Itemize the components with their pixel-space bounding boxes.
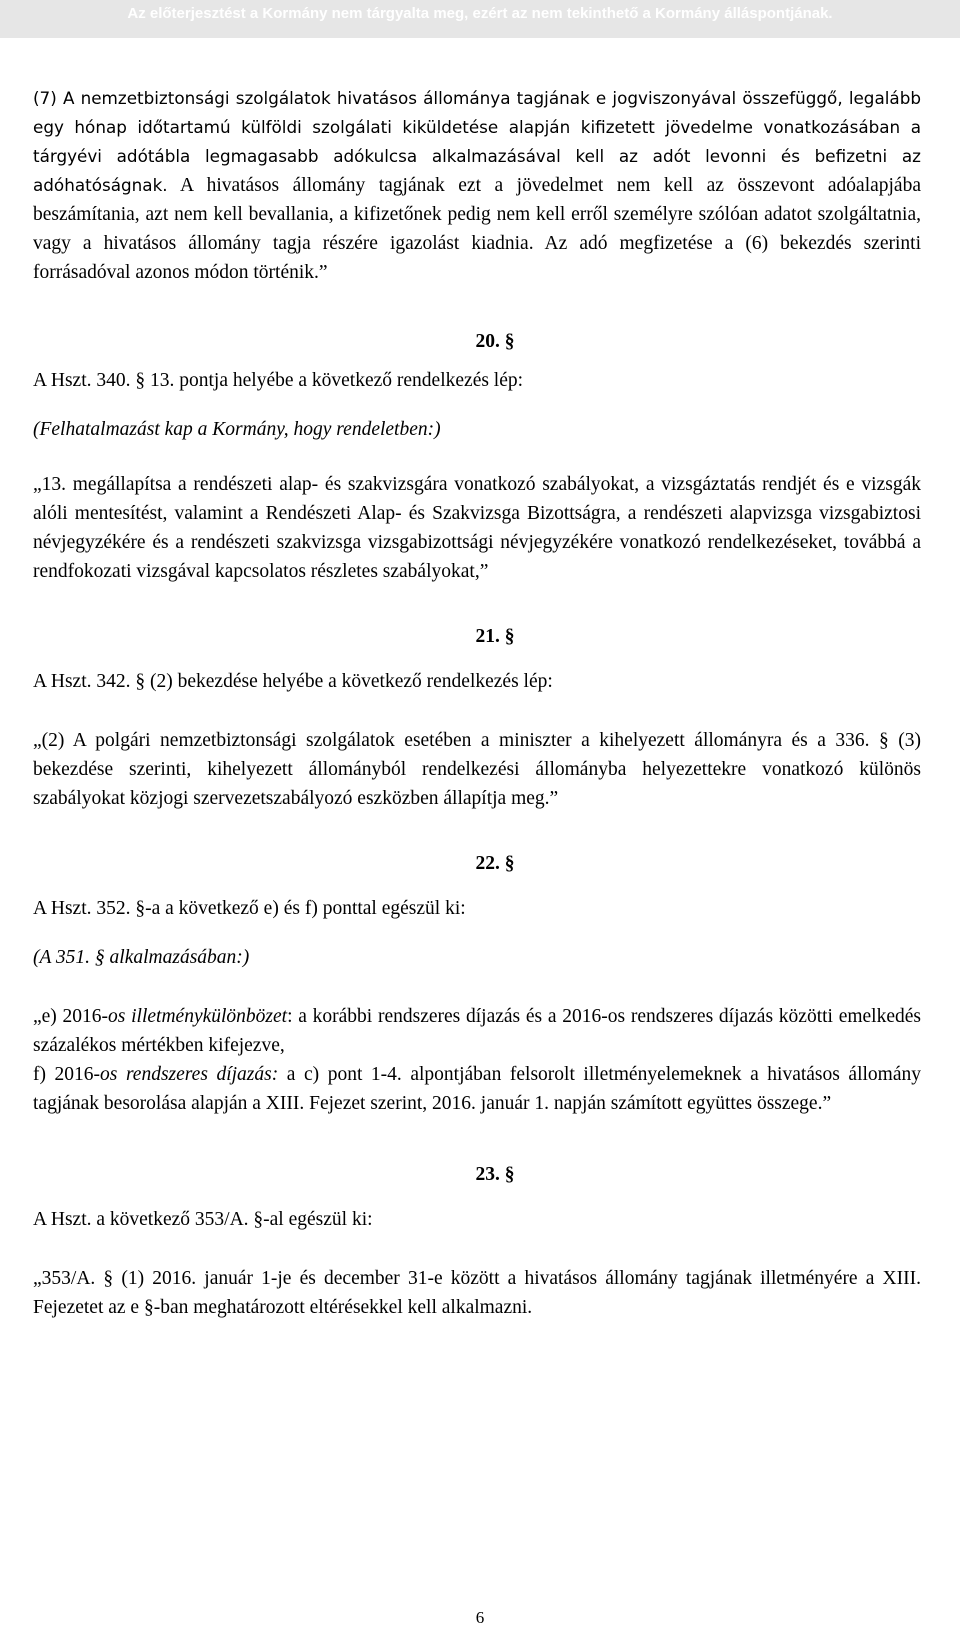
section-22-amendment: A Hszt. 352. §-a a következő e) és f) ponttal egészül ki: — [33, 898, 466, 919]
section-21-text: „(2) A polgári nemzetbiztonsági szolgálatok esetében a miniszter a kihelyezett állományra és a 336. § (3) bekezdése szerinti, kihelyezett állományból rendelkezési állományba helyezettekre vonatkozó különös szabályokat közjogi szervezetszabályozó eszközben állapítja meg.” — [33, 730, 921, 809]
paragraph-7-part1: (7) A nemzetbiztonsági szolgálatok hivatásos állománya tagjának e jogviszonyával összefüggő, legalább egy hónap időtartamú külföldi szolgálati kiküldetése alapján kifizetett jövedelme vonatkozásában a tárgyévi adótábla legmagasabb adókulcsa alkalmazásával kell az adót levonni és befizetni az adóhatóságnak. — [33, 88, 921, 195]
section-20-heading: 20. § — [475, 331, 515, 352]
point-f-prefix: f) 2016- — [33, 1064, 101, 1085]
point-f-rest: a c) pont 1-4. alpontjában felsorolt illetményelemeknek a hivatásos állomány tagjának besorolása alapján a XIII. Fejezet szerint, 2016. január 1. napján számított együttes összege.” — [33, 1064, 921, 1114]
section-22-context — [33, 943, 921, 972]
section-20-text: „13. megállapítsa a rendészeti alap- és szakvizsgára vonatkozó szabályokat, a vizsgáztatás rendjét és e vizsgák alóli mentesítést, valamint a Rendészeti Alap- és Szakvizsga Bizottságra, a rendészeti alapvizsga vizsgabiztosi névjegyzékére és a rendészeti szakvizsga vizsgabizottsági névjegyzékére vonatkozó rendelkezéseket, továbbá a rendfokozati vizsgával kapcsolatos részletes szabályokat,” — [33, 474, 921, 582]
point-e-term: os illetménykülönbözet — [108, 1006, 288, 1027]
section-21-amendment: A Hszt. 342. § (2) bekezdése helyébe a következő rendelkezés lép: — [33, 671, 553, 692]
paragraph-7 — [33, 84, 921, 287]
point-e-rest: : a korábbi rendszeres díjazás és a 2016-os rendszeres díjazás közötti emelkedés százalékos mértékben kifejezve, — [33, 1006, 921, 1056]
section-23-text: „353/A. § (1) 2016. január 1-je és december 31-e között a hivatásos állomány tagjának illetményére a XIII. Fejezetet az e §-ban meghatározott eltérésekkel kell alkalmazni. — [33, 1268, 921, 1318]
point-e-prefix: „e) 2016- — [33, 1006, 109, 1027]
section-20-context — [33, 415, 921, 444]
page-number: 6 — [475, 1608, 485, 1627]
section-20-amendment: A Hszt. 340. § 13. pontja helyébe a következő rendelkezés lép: — [33, 370, 524, 391]
section-22-heading: 22. § — [475, 853, 515, 874]
point-f-term: os rendszeres díjazás: — [100, 1064, 279, 1085]
document-body — [33, 84, 921, 1322]
disclaimer-header: Az előterjesztést a Kormány nem tárgyalta meg, ezért az nem tekinthető a Kormány álláspontjának. — [0, 0, 960, 38]
paragraph-7-part2: A hivatásos állomány tagjának ezt a jövedelmet nem kell az összevont adóalapjába beszámítania, azt nem kell bevallania, a kifizetőnek pedig nem kell erről személyre szólóan adatot szolgáltatnia, vagy a hivatásos állomány tagja részére igazolást kiadnia. Az adó megfizetése a (6) bekezdés szerinti forrásadóval azonos módon történik.” — [33, 175, 921, 283]
section-20-context-text: (Felhatalmazást kap a Kormány, hogy rendeletben:) — [33, 419, 441, 440]
section-22-context-text: (A 351. § alkalmazásában:) — [33, 947, 250, 968]
section-21-heading: 21. § — [475, 626, 515, 647]
section-22-point-f — [33, 1060, 921, 1118]
section-23-amendment: A Hszt. a következő 353/A. §-al egészül ki: — [33, 1209, 373, 1230]
section-23-heading: 23. § — [475, 1164, 515, 1185]
section-22-point-e — [33, 1002, 921, 1060]
